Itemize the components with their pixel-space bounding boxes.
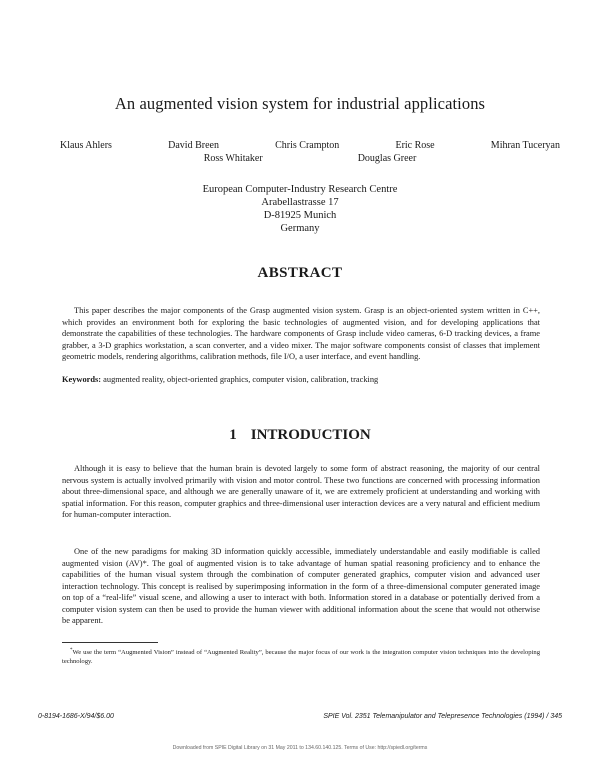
abstract-paragraph: This paper describes the major components of the Grasp augmented vision system. Grasp is an object-oriented system written in C++, which provides an environment both for exploring the basic technologies of augmented vision, and for developing applications that demonstrate the capabilities of these technologies. The hardware components of Grasp include video cameras, 6-D tracking devices, a frame grabber, a 3-D graphics workstation, a scan converter, and a video mixer. The major software components consist of classes that implement geometric models, rendering algorithms, calibration methods, file I/O, a user interface, and event handling. bbox=[62, 306, 540, 361]
keywords bbox=[62, 374, 540, 386]
footnote-text: We use the term “Augmented Vision” instead of “Augmented Reality”, because the major focus of our work is the integration computer vision techniques into the developing technology. bbox=[62, 649, 540, 666]
footnote-mark: * bbox=[70, 648, 73, 653]
paper-title: An augmented vision system for industrial applications bbox=[114, 94, 486, 113]
author-row-2 bbox=[60, 152, 560, 165]
author-name: Douglas Greer bbox=[357, 153, 417, 164]
keywords-text: augmented reality, object-oriented graphics, computer vision, calibration, tracking bbox=[103, 375, 379, 384]
author-name: Eric Rose bbox=[395, 140, 435, 151]
intro-paragraph-1: Although it is easy to believe that the human brain is devoted largely to some form of abstract reasoning, the majority of our central nervous system is actually involved primarily with vision and motor control. These two functions are concerned with processing information about three-dimensional space, and although we are generally unaware of it, we are extremely proficient at understanding and working with spatial information. For this reason, computer graphics and three-dimensional user interaction devices are a very natural and efficient medium for human-computer interaction. bbox=[62, 464, 540, 519]
affiliation bbox=[0, 183, 600, 235]
download-notice: Downloaded from SPIE Digital Library on 31 May 2011 to 134.60.140.125. Terms of Use: http://spiedl.org/terms bbox=[172, 745, 428, 751]
affiliation-line: European Computer-Industry Research Centre bbox=[202, 184, 398, 195]
keywords-label: Keywords: bbox=[62, 375, 102, 384]
footnote bbox=[62, 646, 540, 666]
affiliation-line: D-81925 Munich bbox=[263, 210, 337, 221]
section-title: INTRODUCTION bbox=[250, 427, 371, 443]
author-list bbox=[60, 139, 560, 165]
author-name: Klaus Ahlers bbox=[60, 140, 112, 151]
abstract-heading: ABSTRACT bbox=[257, 265, 343, 281]
author-name: Ross Whitaker bbox=[203, 153, 263, 164]
footnote-divider bbox=[62, 642, 158, 643]
author-name: Chris Crampton bbox=[275, 140, 340, 151]
author-name: Mihran Tuceryan bbox=[490, 140, 560, 151]
section-number: 1 bbox=[229, 427, 237, 443]
affiliation-line: Arabellastrasse 17 bbox=[261, 197, 339, 208]
intro-paragraph-2: One of the new paradigms for making 3D information quickly accessible, immediately understandable and easily modifiable is called augmented vision (AV)*. The goal of augmented vision is to take advantage of human spatial reasoning proficiency and to enhance the capabilities of the human visual system through the combination of computer generated graphics, computer vision and advanced user interaction technology. This concept is realised by superimposing information in the form of a three-dimensional computer generated image on top of a “real-life” visual scene, and allowing a user to interact with both. Information stored in a database or potentially derived from a computer vision system can then be used to provide the human viewer with additional information about the scene that would not otherwise be apparent. bbox=[62, 547, 540, 625]
footer-isbn: 0-8194-1686-X/94/$6.00 bbox=[38, 713, 114, 720]
section-heading bbox=[0, 427, 600, 444]
author-row-1 bbox=[60, 139, 560, 152]
author-name: David Breen bbox=[168, 140, 219, 151]
footer-journal: SPIE Vol. 2351 Telemanipulator and Telepresence Technologies (1994) / 345 bbox=[323, 713, 562, 720]
affiliation-line: Germany bbox=[280, 223, 320, 234]
